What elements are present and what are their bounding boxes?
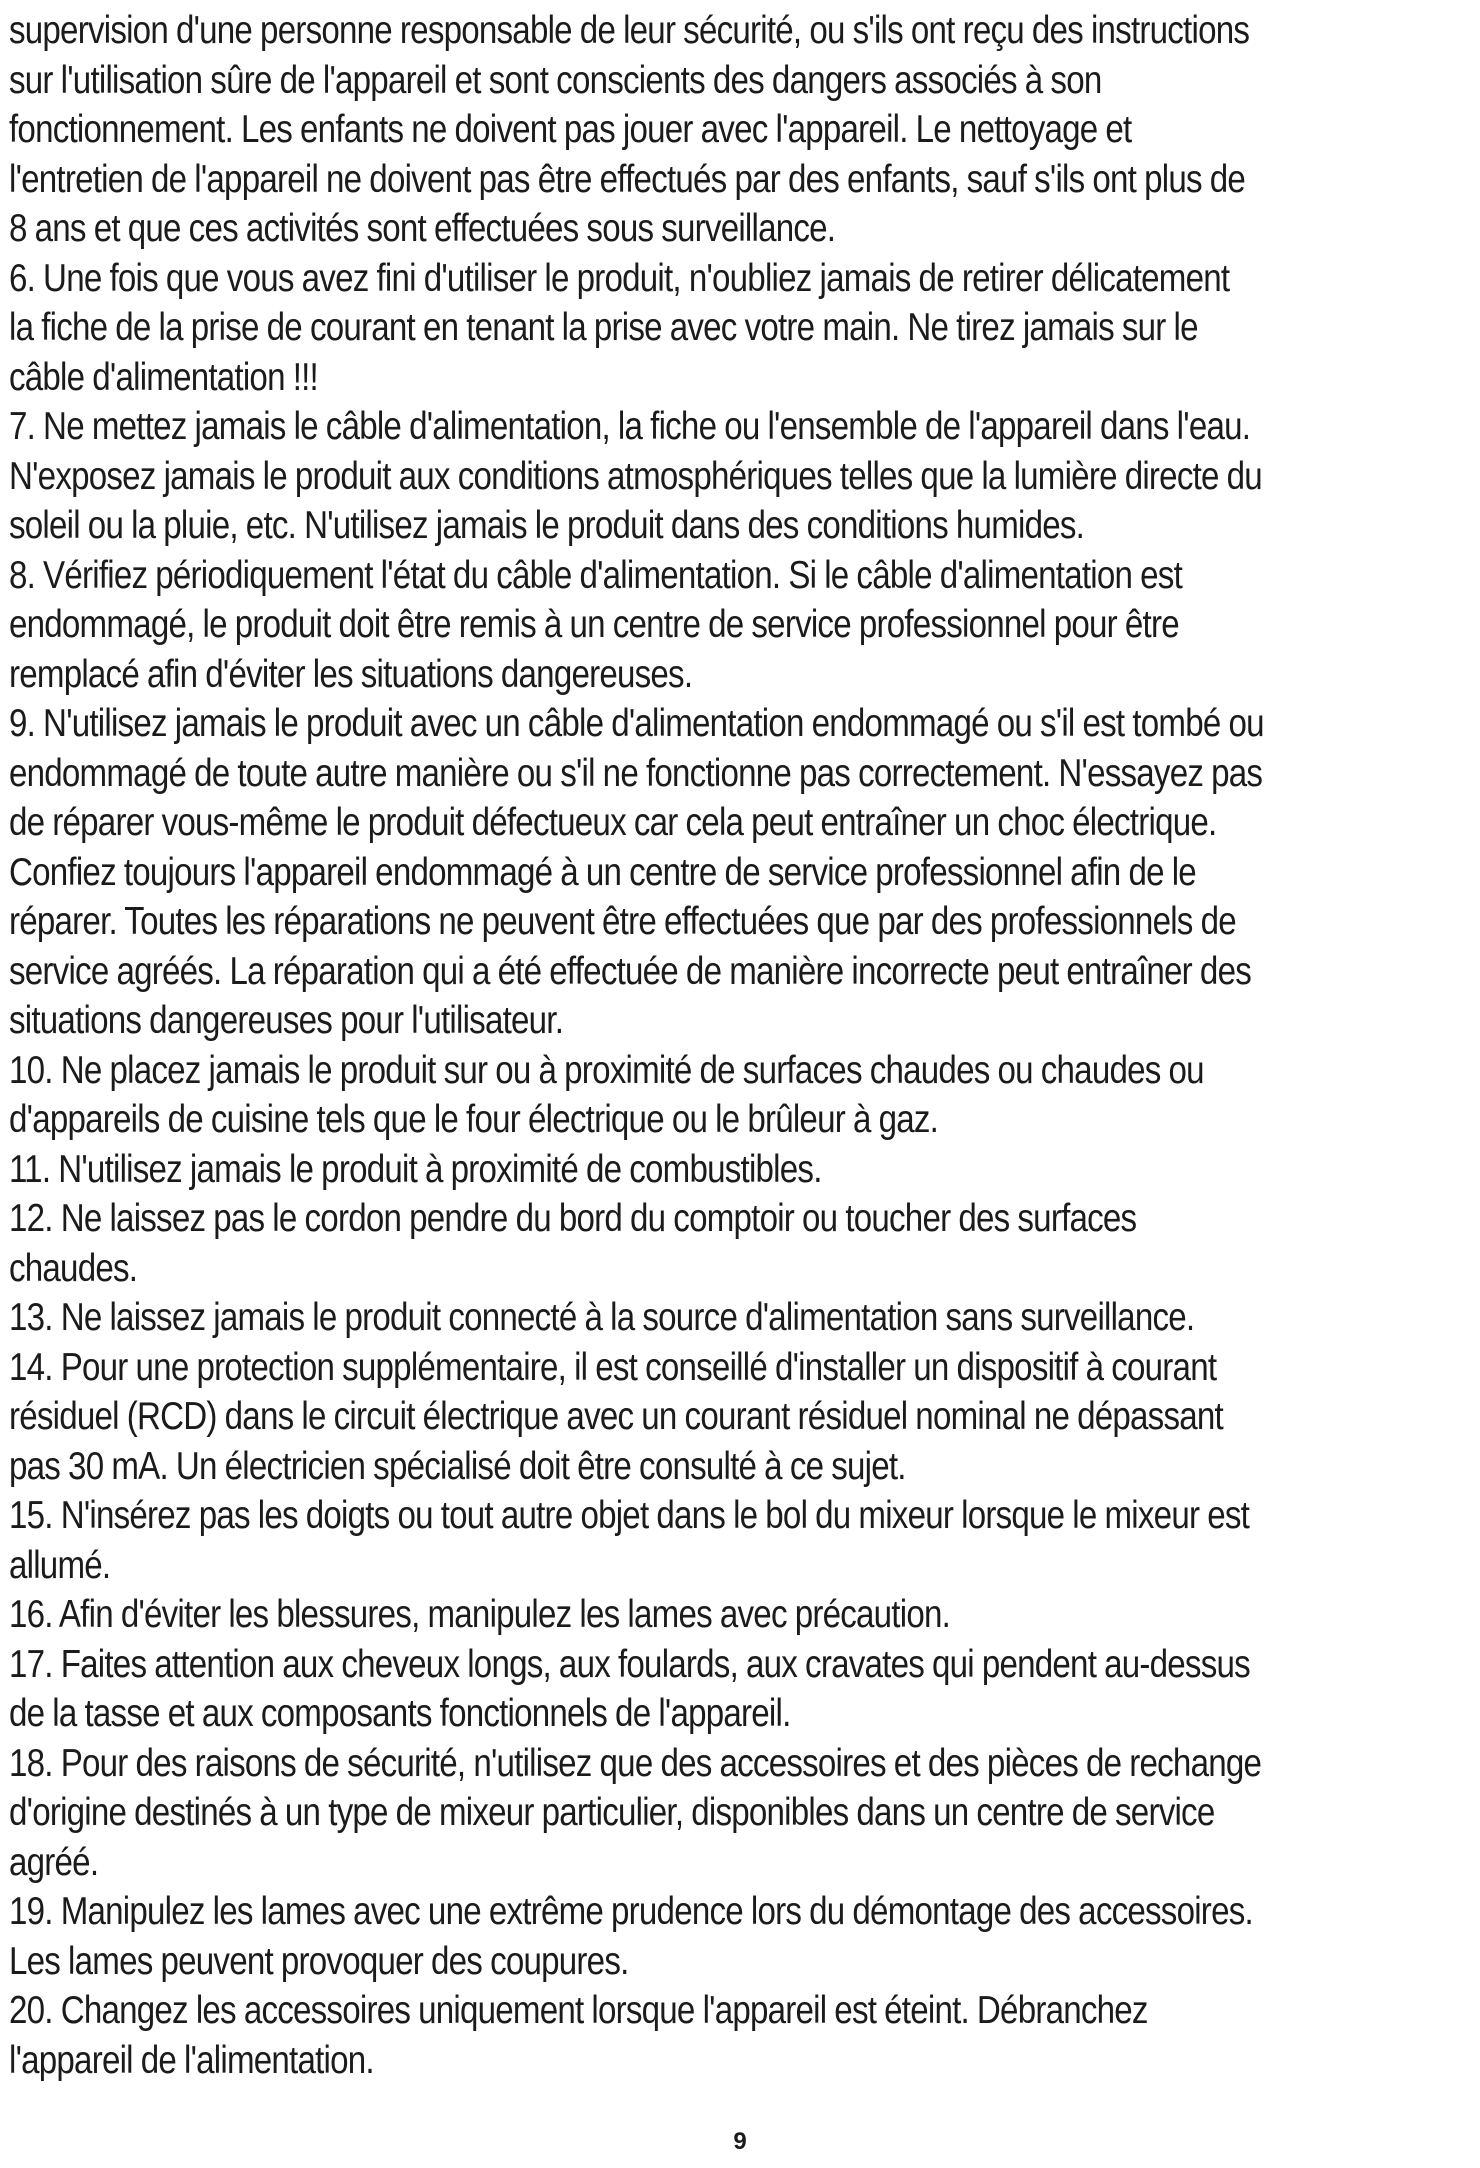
text-line: l'entretien de l'appareil ne doivent pas être effectués par des enfants, sauf s'ils ont plus de — [9, 157, 1246, 201]
text-line: 8 ans et que ces activités sont effectuées sous surveillance. — [9, 207, 836, 250]
text-line: supervision d'une personne responsable de leur sécurité, ou s'ils ont reçu des instructions — [9, 9, 1250, 52]
text-line: la fiche de la prise de courant en tenant la prise avec votre main. Ne tirez jamais sur le — [9, 306, 1198, 349]
text-line: agréé. — [9, 1840, 99, 1884]
text-line: remplacé afin d'éviter les situations dangereuses. — [9, 652, 693, 696]
text-line: d'appareils de cuisine tels que le four électrique ou le brûleur à gaz. — [9, 1098, 939, 1141]
text-line: endommagé, le produit doit être remis à un centre de service professionnel pour être — [9, 603, 1179, 646]
text-line: de la tasse et aux composants fonctionnels de l'appareil. — [9, 1692, 791, 1735]
text-line: 20. Changez les accessoires uniquement lorsque l'appareil est éteint. Débranchez — [9, 1989, 1148, 2032]
text-line: allumé. — [9, 1543, 111, 1587]
text-line: service agréés. La réparation qui a été effectuée de manière incorrecte peut entraîner des — [9, 949, 1252, 993]
text-line: résiduel (RCD) dans le circuit électrique avec un courant résiduel nominal ne dépassant — [9, 1395, 1223, 1438]
text-line: pas 30 mA. Un électricien spécialisé doit être consulté à ce sujet. — [9, 1444, 906, 1488]
text-line: 13. Ne laissez jamais le produit connecté à la source d'alimentation sans surveillance. — [9, 1296, 1195, 1339]
text-line: endommagé de toute autre manière ou s'il ne fonctionne pas correctement. N'essayez pas — [9, 751, 1263, 795]
text-line: réparer. Toutes les réparations ne peuvent être effectuées que par des professionnels de — [9, 900, 1236, 943]
text-line: 14. Pour une protection supplémentaire, il est conseillé d'installer un dispositif à courant — [9, 1345, 1217, 1389]
text-line: d'origine destinés à un type de mixeur particulier, disponibles dans un centre de service — [9, 1791, 1215, 1834]
text-line: de réparer vous-même le produit défectueux car cela peut entraîner un choc électrique. — [9, 801, 1217, 844]
text-line: Les lames peuvent provoquer des coupures. — [9, 1939, 629, 1983]
text-line: soleil ou la pluie, etc. N'utilisez jamais le produit dans des conditions humides. — [9, 504, 1085, 547]
text-line: 6. Une fois que vous avez fini d'utiliser le produit, n'oubliez jamais de retirer délicatement — [9, 256, 1230, 300]
text-line: situations dangereuses pour l'utilisateur. — [9, 999, 564, 1042]
text-line: 10. Ne placez jamais le produit sur ou à proximité de surfaces chaudes ou chaudes ou — [9, 1048, 1204, 1092]
text-line: l'appareil de l'alimentation. — [9, 2038, 374, 2082]
text-line: 16. Afin d'éviter les blessures, manipulez les lames avec précaution. — [9, 1593, 951, 1636]
text-line: 18. Pour des raisons de sécurité, n'utilisez que des accessoires et des pièces de rechange — [9, 1741, 1262, 1785]
text-line: 17. Faites attention aux cheveux longs, aux foulards, aux cravates qui pendent au-dessus — [9, 1642, 1250, 1686]
safety-instructions-text — [9, 6, 1471, 2085]
text-line: 11. N'utilisez jamais le produit à proximité de combustibles. — [9, 1147, 822, 1191]
text-line: câble d'alimentation !!! — [9, 355, 318, 399]
text-line: 9. N'utilisez jamais le produit avec un câble d'alimentation endommagé ou s'il est tombé ou — [9, 702, 1264, 745]
page-number: 9 — [733, 2128, 747, 2155]
text-line: 7. Ne mettez jamais le câble d'alimentation, la fiche ou l'ensemble de l'appareil dans l'eau. — [9, 405, 1251, 448]
text-line: 15. N'insérez pas les doigts ou tout autre objet dans le bol du mixeur lorsque le mixeur est — [9, 1494, 1250, 1537]
text-line: chaudes. — [9, 1246, 138, 1290]
text-line: fonctionnement. Les enfants ne doivent pas jouer avec l'appareil. Le nettoyage et — [9, 108, 1132, 151]
document-page — [9, 6, 1471, 2085]
text-line: Confiez toujours l'appareil endommagé à un centre de service professionnel afin de le — [9, 850, 1196, 894]
text-line: N'exposez jamais le produit aux conditions atmosphériques telles que la lumière directe du — [9, 454, 1262, 498]
text-line: 12. Ne laissez pas le cordon pendre du bord du comptoir ou toucher des surfaces — [9, 1197, 1137, 1240]
text-line: sur l'utilisation sûre de l'appareil et sont conscients des dangers associés à son — [9, 58, 1102, 102]
text-line: 19. Manipulez les lames avec une extrême prudence lors du démontage des accessoires. — [9, 1890, 1253, 1933]
text-line: 8. Vérifiez périodiquement l'état du câble d'alimentation. Si le câble d'alimentation est — [9, 553, 1182, 597]
